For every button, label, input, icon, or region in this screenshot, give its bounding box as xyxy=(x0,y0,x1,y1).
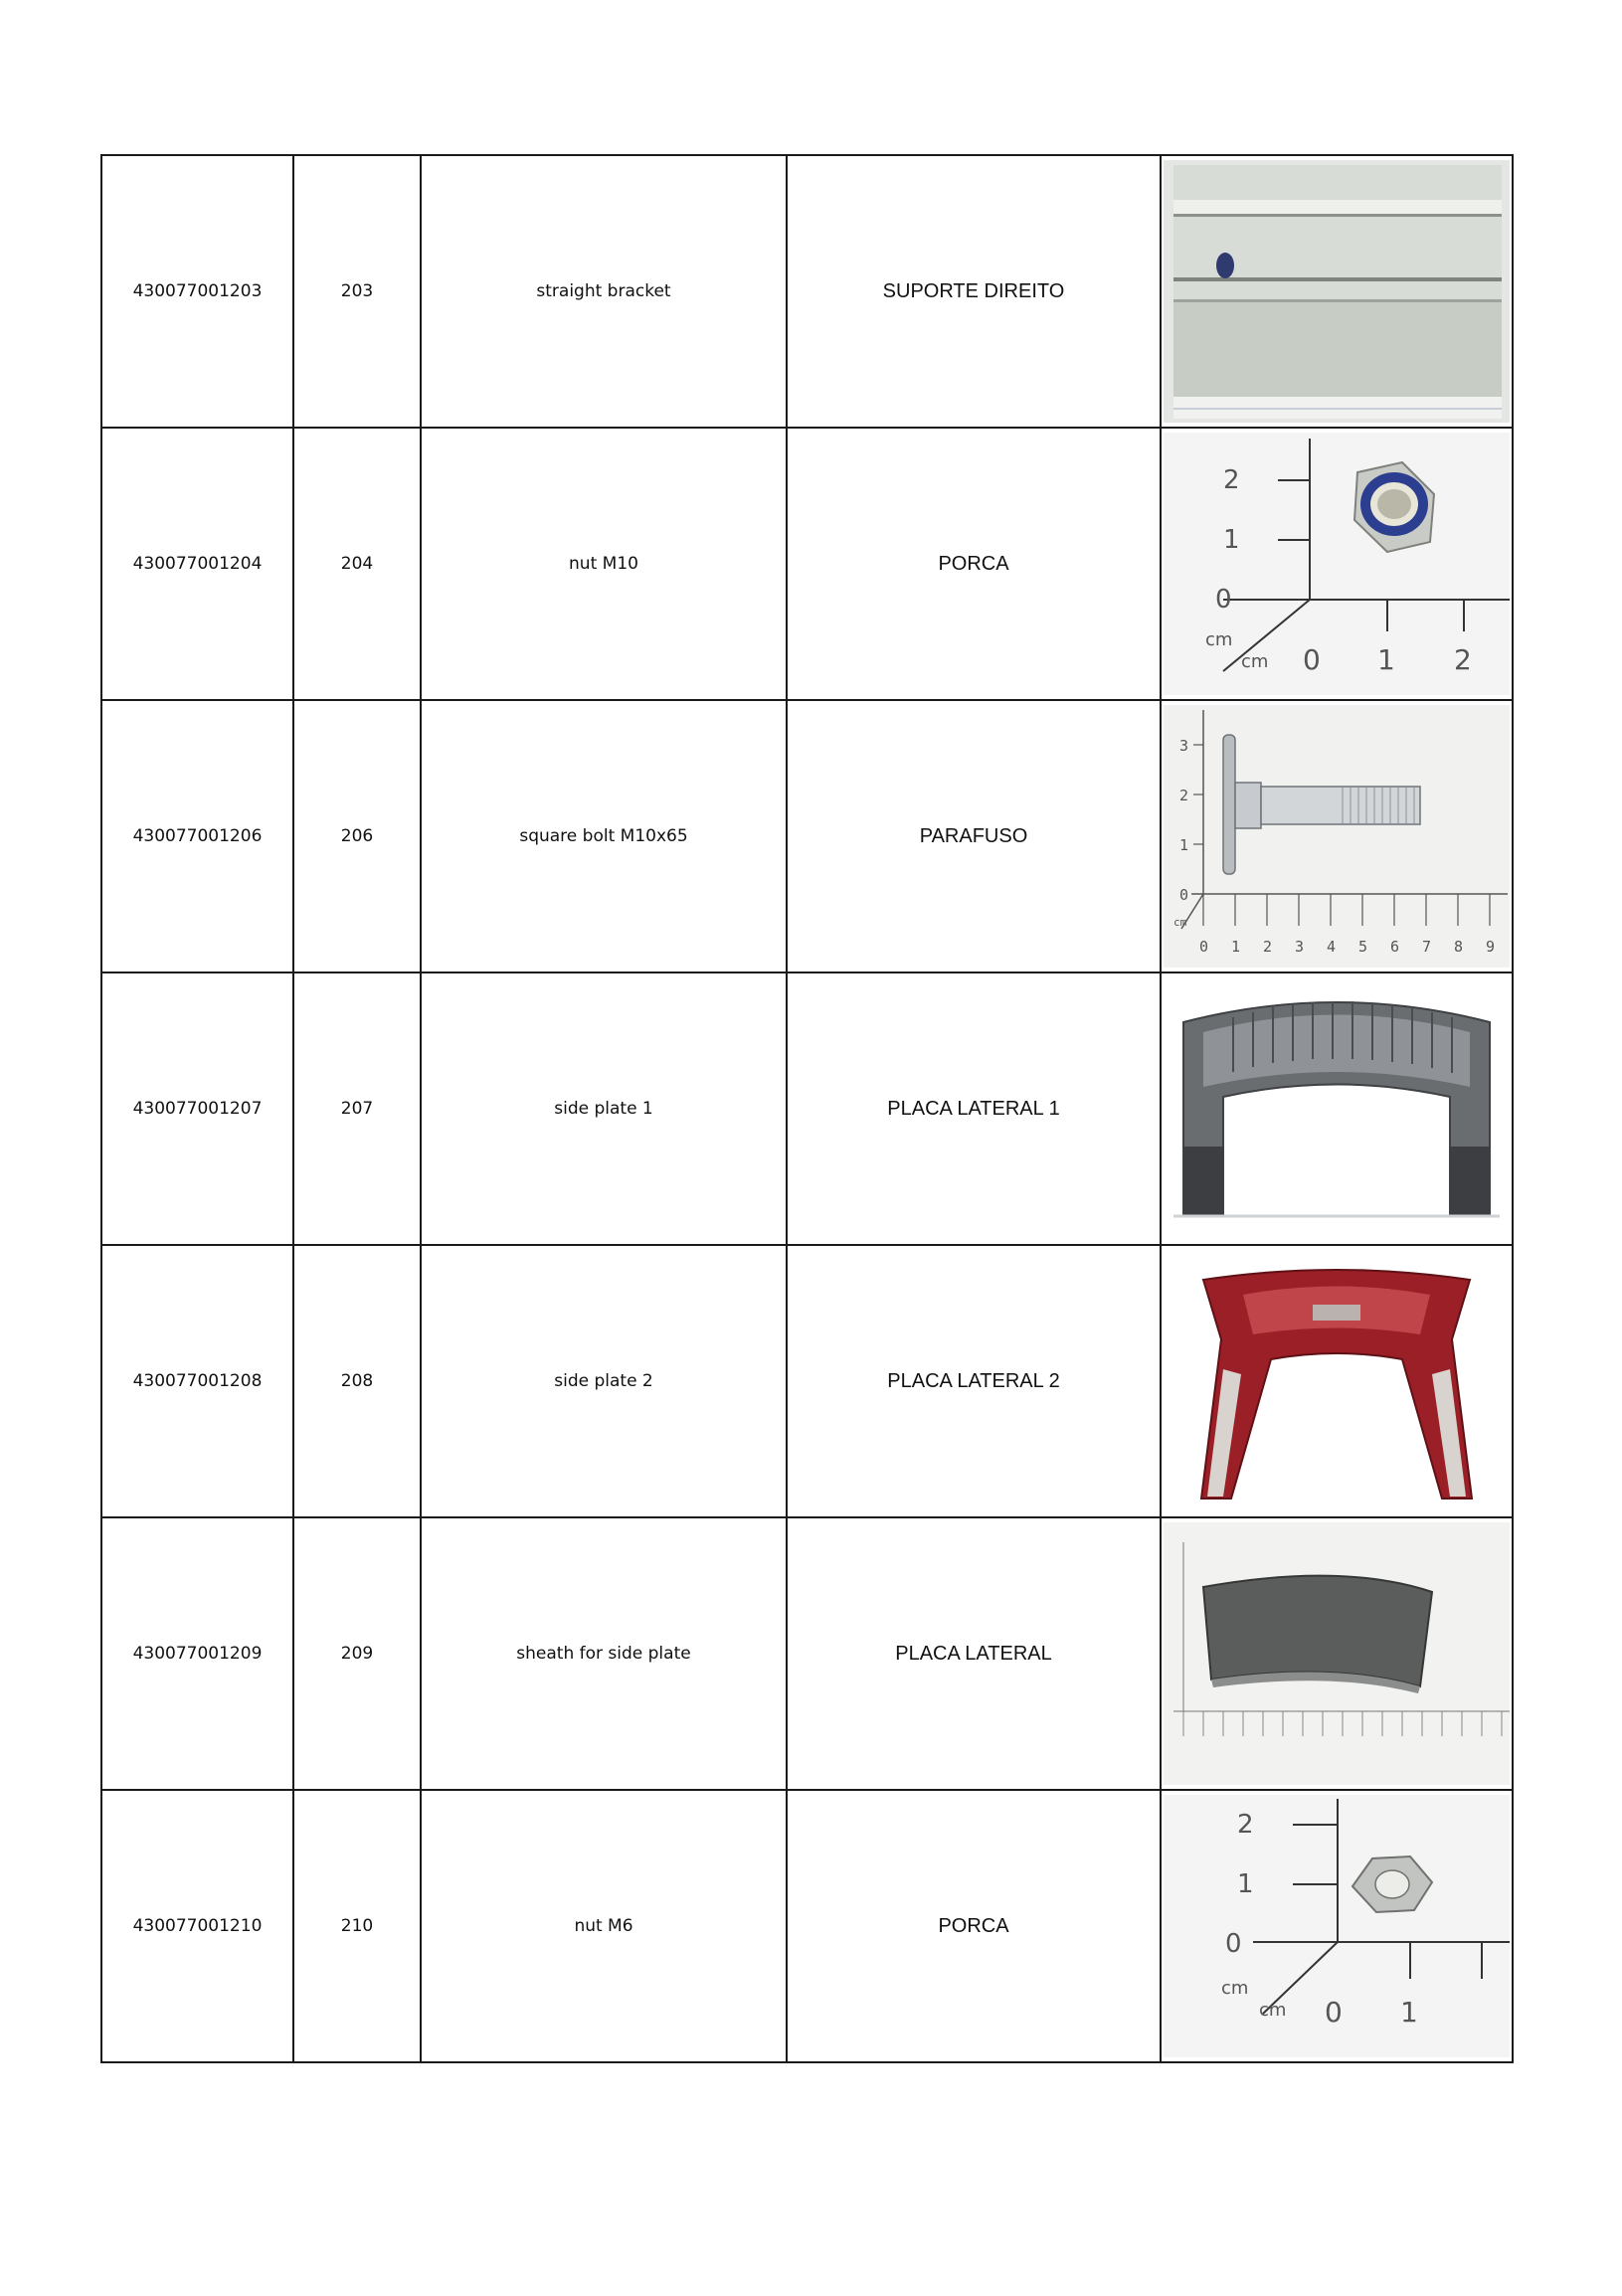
position-number: 209 xyxy=(293,1517,421,1790)
table-row xyxy=(101,972,1513,1245)
scale-unit: cm xyxy=(1259,2000,1287,2021)
parts-table xyxy=(100,154,1514,2063)
description-en: side plate 2 xyxy=(421,1245,787,1517)
hex-nut-icon xyxy=(1164,1795,1510,2057)
part-photo-cell xyxy=(1161,155,1513,428)
description-en: nut M10 xyxy=(421,428,787,700)
part-photo-cell xyxy=(1161,1790,1513,2062)
position-number: 208 xyxy=(293,1245,421,1517)
scale-unit: cm xyxy=(1173,916,1187,929)
description-pt: PLACA LATERAL xyxy=(787,1517,1161,1790)
part-photo-cell xyxy=(1161,428,1513,700)
description-pt: SUPORTE DIREITO xyxy=(787,155,1161,428)
scale-label-x: 1 xyxy=(1231,938,1241,956)
part-photo-cell xyxy=(1161,1245,1513,1517)
table-row xyxy=(101,428,1513,700)
scale-unit: cm xyxy=(1205,629,1233,650)
scale-label-x: 2 xyxy=(1263,938,1273,956)
scale-label-y: 1 xyxy=(1237,1869,1254,1899)
description-pt: PORCA xyxy=(787,428,1161,700)
part-code: 430077001206 xyxy=(101,700,293,972)
scale-label-x: 3 xyxy=(1295,938,1305,956)
scale-label-y: 1 xyxy=(1223,525,1240,555)
scale-label-y: 2 xyxy=(1237,1810,1254,1840)
table-row xyxy=(101,1517,1513,1790)
scale-unit: cm xyxy=(1221,1978,1249,1999)
scale-label-x: 1 xyxy=(1377,643,1395,676)
part-code: 430077001207 xyxy=(101,972,293,1245)
scale-label-y: 1 xyxy=(1179,836,1189,854)
description-pt: PORCA xyxy=(787,1790,1161,2062)
description-en: sheath for side plate xyxy=(421,1517,787,1790)
position-number: 204 xyxy=(293,428,421,700)
scale-label-x: 1 xyxy=(1400,1996,1418,2029)
part-code: 430077001209 xyxy=(101,1517,293,1790)
part-code: 430077001204 xyxy=(101,428,293,700)
straight-bracket-icon xyxy=(1164,160,1510,423)
scale-label-x: 5 xyxy=(1358,938,1368,956)
scale-label-y: 2 xyxy=(1179,787,1189,804)
part-photo-cell xyxy=(1161,1517,1513,1790)
scale-label-x: 0 xyxy=(1325,1996,1343,2029)
position-number: 207 xyxy=(293,972,421,1245)
part-photo-cell xyxy=(1161,972,1513,1245)
scale-label-x: 9 xyxy=(1486,938,1496,956)
scale-label-x: 8 xyxy=(1454,938,1464,956)
scale-label-y: 2 xyxy=(1223,465,1240,495)
scale-label-y: 0 xyxy=(1215,585,1232,615)
scale-unit: cm xyxy=(1241,651,1269,672)
description-en: square bolt M10x65 xyxy=(421,700,787,972)
table-row xyxy=(101,1245,1513,1517)
scale-label-x: 4 xyxy=(1327,938,1337,956)
part-photo-cell xyxy=(1161,700,1513,972)
lock-nut-icon xyxy=(1164,433,1510,695)
table-row xyxy=(101,155,1513,428)
scale-label-y: 0 xyxy=(1179,886,1189,904)
scale-label-y: 3 xyxy=(1179,737,1189,755)
table-row xyxy=(101,700,1513,972)
grey-side-plate-icon xyxy=(1164,977,1510,1240)
scale-label-x: 7 xyxy=(1422,938,1432,956)
scale-label-x: 0 xyxy=(1303,643,1321,676)
scale-label-x: 2 xyxy=(1454,643,1472,676)
description-pt: PLACA LATERAL 2 xyxy=(787,1245,1161,1517)
position-number: 206 xyxy=(293,700,421,972)
scale-label-y: 0 xyxy=(1225,1929,1242,1959)
part-code: 430077001210 xyxy=(101,1790,293,2062)
position-number: 203 xyxy=(293,155,421,428)
description-pt: PLACA LATERAL 1 xyxy=(787,972,1161,1245)
description-pt: PARAFUSO xyxy=(787,700,1161,972)
red-side-plate-icon xyxy=(1164,1250,1510,1512)
description-en: nut M6 xyxy=(421,1790,787,2062)
part-code: 430077001208 xyxy=(101,1245,293,1517)
position-number: 210 xyxy=(293,1790,421,2062)
description-en: straight bracket xyxy=(421,155,787,428)
sheath-icon xyxy=(1164,1522,1510,1785)
table-row xyxy=(101,1790,1513,2062)
carriage-bolt-icon xyxy=(1164,705,1510,968)
scale-label-x: 0 xyxy=(1199,938,1209,956)
part-code: 430077001203 xyxy=(101,155,293,428)
scale-label-x: 6 xyxy=(1390,938,1400,956)
description-en: side plate 1 xyxy=(421,972,787,1245)
